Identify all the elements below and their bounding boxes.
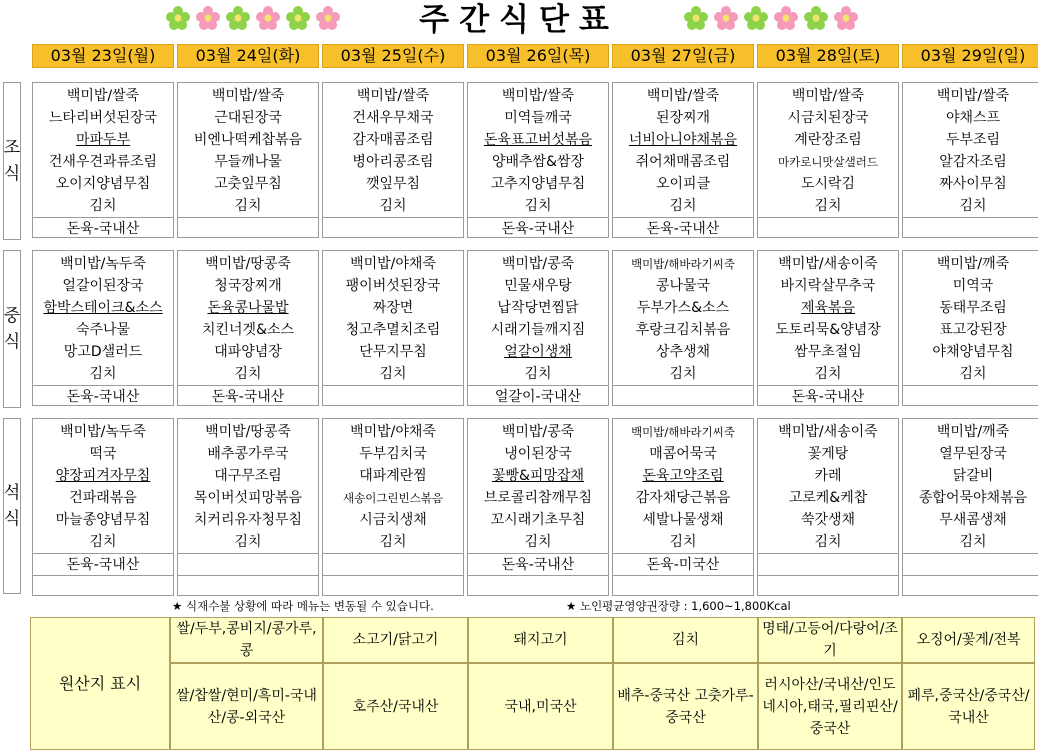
origin-value: 러시아산/국내산/인도네시아,태국,필리핀산/중국산	[758, 663, 902, 750]
origin-value: 배추-중국산 고춧가루-중국산	[613, 663, 758, 750]
menu-item: 꽃게탕	[807, 446, 849, 462]
menu-item: 마늘종양념무침	[55, 512, 151, 528]
flower-icon	[286, 6, 310, 30]
menu-blank-row	[323, 575, 463, 598]
menu-item: 김치	[669, 366, 697, 382]
menu-item: 청고추멸치조림	[345, 322, 441, 338]
menu-item: 쥐어채매콤조림	[635, 154, 731, 170]
menu-item: 비엔나떡케찹볶음	[193, 132, 303, 148]
menu-item: 바지락살무추국	[780, 278, 876, 294]
flower-icon	[196, 6, 220, 30]
menu-item: 대구무조림	[214, 468, 282, 484]
menu-item: 함박스테이크&소스	[43, 300, 163, 316]
menu-origin-note: 돈육-국내산	[758, 385, 898, 408]
menu-item: 김치	[379, 198, 407, 214]
menu-item: 대파계란찜	[359, 468, 427, 484]
meal-label-char: 중	[3, 306, 21, 326]
flower-icon	[714, 6, 738, 30]
menu-item: 병아리콩조림	[352, 154, 434, 170]
menu-item: 숙주나물	[75, 322, 131, 338]
notice-menu-change: ★ 식재수불 상황에 따라 메뉴는 변동될 수 있습니다.	[172, 599, 434, 613]
menu-item: 후랑크김치볶음	[635, 322, 731, 338]
menu-origin-note	[323, 217, 463, 240]
menu-cell-lunch	[177, 250, 319, 406]
origin-category: 명태/고등어/다랑어/조기	[758, 617, 902, 663]
menu-item: 백미밥/땅콩죽	[205, 424, 291, 440]
menu-item: 김치	[814, 198, 842, 214]
menu-item: 백미밥/쌀죽	[936, 88, 1010, 104]
notice-nutrition: ★ 노인평균영양권장량 : 1,600~1,800Kcal	[566, 599, 791, 613]
menu-origin-note	[758, 217, 898, 240]
menu-item: 쑥갓생채	[800, 512, 856, 528]
menu-item: 김치	[814, 366, 842, 382]
menu-item: 오이피클	[655, 176, 711, 192]
menu-cell-lunch	[467, 250, 609, 406]
day-header: 03월 26일(목)	[467, 44, 609, 68]
menu-cell-dinner	[322, 418, 464, 596]
menu-item: 김치	[379, 534, 407, 550]
menu-item: 도토리묵&양념장	[775, 322, 881, 338]
page-title	[0, 0, 1038, 40]
meal-label-dinner	[3, 418, 21, 594]
menu-item: 꼬시래기초무침	[490, 512, 586, 528]
menu-item: 김치	[814, 534, 842, 550]
menu-item: 김치	[89, 198, 117, 214]
menu-item: 백미밥/녹두죽	[60, 256, 146, 272]
day-header: 03월 23일(월)	[32, 44, 174, 68]
origin-category: 쌀/두부,콩비지/콩가루,콩	[170, 617, 323, 663]
menu-blank-row	[33, 575, 173, 598]
menu-item: 김치	[379, 366, 407, 382]
menu-item: 납작당면찜닭	[497, 300, 579, 316]
flower-icon	[804, 6, 828, 30]
menu-cell-breakfast	[32, 82, 174, 238]
menu-item: 세발나물생채	[642, 512, 724, 528]
menu-origin-note	[178, 553, 318, 576]
menu-item: 두부조림	[945, 132, 1001, 148]
flower-icon	[226, 6, 250, 30]
menu-item: 야채양념무침	[932, 344, 1014, 360]
meal-label-char: 석	[3, 483, 21, 503]
menu-cell-dinner	[177, 418, 319, 596]
menu-cell-lunch	[902, 250, 1038, 406]
menu-item: 돈육고약조림	[642, 468, 724, 484]
menu-item: 떡국	[89, 446, 117, 462]
menu-item: 깻잎무침	[365, 176, 421, 192]
menu-item: 된장찌개	[655, 110, 711, 126]
menu-origin-note	[903, 217, 1038, 240]
menu-blank-row	[178, 575, 318, 598]
menu-item: 카레	[814, 468, 842, 484]
menu-origin-note: 돈육-국내산	[33, 217, 173, 240]
menu-item: 김치	[234, 366, 262, 382]
origin-category: 소고기/닭고기	[323, 617, 468, 663]
menu-item: 백미밥/야채죽	[350, 256, 436, 272]
menu-item: 시래기들깨지짐	[490, 322, 586, 338]
menu-blank-row	[903, 575, 1038, 598]
menu-item: 냉이된장국	[504, 446, 572, 462]
menu-item: 고로케&케찹	[788, 490, 868, 506]
meal-label-char: 식	[3, 332, 21, 352]
menu-cell-dinner	[612, 418, 754, 596]
menu-item: 김치	[234, 534, 262, 550]
menu-item: 김치	[524, 198, 552, 214]
menu-item: 열무된장국	[939, 446, 1007, 462]
menu-item: 백미밥/쌀죽	[66, 88, 140, 104]
menu-origin-note	[323, 385, 463, 408]
origin-value: 쌀/찹쌀/현미/흑미-국내산/콩-외국산	[170, 663, 323, 750]
menu-item: 백미밥/콩죽	[501, 256, 575, 272]
menu-item: 마카로니맛살샐러드	[778, 155, 878, 169]
menu-item: 백미밥/콩죽	[501, 424, 575, 440]
menu-item: 김치	[89, 366, 117, 382]
flower-icon	[774, 6, 798, 30]
menu-item: 백미밥/녹두죽	[60, 424, 146, 440]
menu-item: 쌈무초절임	[794, 344, 862, 360]
menu-cell-lunch	[612, 250, 754, 406]
menu-blank-row	[468, 575, 608, 598]
menu-item: 감자채당근볶음	[635, 490, 731, 506]
menu-item: 표고강된장	[939, 322, 1007, 338]
menu-item: 치킨너겟&소스	[201, 322, 295, 338]
menu-cell-dinner	[467, 418, 609, 596]
menu-item: 백미밥/쌀죽	[356, 88, 430, 104]
menu-item: 백미밥/해바라기씨죽	[631, 425, 735, 439]
day-header: 03월 25일(수)	[322, 44, 464, 68]
menu-item: 오이지양념무침	[55, 176, 151, 192]
title-text: 주간식단표	[419, 2, 619, 38]
origin-category: 돼지고기	[468, 617, 613, 663]
menu-item: 망고D샐러드	[63, 344, 143, 360]
menu-cell-breakfast	[322, 82, 464, 238]
menu-item: 백미밥/쌀죽	[501, 88, 575, 104]
flower-icon	[256, 6, 280, 30]
origin-value: 국내,미국산	[468, 663, 613, 750]
menu-cell-lunch	[757, 250, 899, 406]
menu-item: 짜사이무침	[939, 176, 1007, 192]
menu-item: 배추콩가루국	[207, 446, 289, 462]
origin-table-label: 원산지 표시	[30, 617, 170, 750]
menu-origin-note: 돈육-국내산	[468, 217, 608, 240]
menu-item: 김치	[524, 366, 552, 382]
menu-item: 시금치생채	[359, 512, 427, 528]
menu-item: 매콤어묵국	[649, 446, 717, 462]
menu-blank-row	[613, 575, 753, 598]
menu-origin-note: 돈육-국내산	[178, 385, 318, 408]
menu-item: 동태무조림	[939, 300, 1007, 316]
menu-item: 감자매콤조림	[352, 132, 434, 148]
menu-origin-note	[903, 385, 1038, 408]
menu-item: 야채스프	[945, 110, 1001, 126]
menu-item: 백미밥/새송이죽	[778, 424, 878, 440]
day-header: 03월 28일(토)	[757, 44, 899, 68]
origin-value: 페루,중국산/중국산/국내산	[902, 663, 1035, 750]
menu-origin-note: 돈육-국내산	[33, 385, 173, 408]
menu-item: 김치	[959, 366, 987, 382]
menu-item: 느타리버섯된장국	[48, 110, 158, 126]
menu-item: 민물새우탕	[504, 278, 572, 294]
menu-item: 두부가스&소스	[636, 300, 730, 316]
menu-item: 근대된장국	[214, 110, 282, 126]
menu-item: 무들깨나물	[214, 154, 282, 170]
flower-icon	[166, 6, 190, 30]
menu-item: 건새우견과류조림	[48, 154, 158, 170]
origin-category: 김치	[613, 617, 758, 663]
menu-item: 김치	[524, 534, 552, 550]
menu-item: 미역들깨국	[504, 110, 572, 126]
menu-item: 콩나물국	[655, 278, 711, 294]
flower-icon	[316, 6, 340, 30]
menu-cell-breakfast	[902, 82, 1038, 238]
meal-label-breakfast	[3, 82, 21, 240]
menu-item: 시금치된장국	[787, 110, 869, 126]
menu-item: 얼갈이된장국	[62, 278, 144, 294]
menu-cell-dinner	[32, 418, 174, 596]
menu-item: 새송이그린빈스볶음	[343, 491, 443, 505]
menu-cell-dinner	[757, 418, 899, 596]
meal-label-char: 식	[3, 509, 21, 529]
menu-cell-breakfast	[467, 82, 609, 238]
menu-origin-note: 돈육-국내산	[468, 553, 608, 576]
menu-blank-row	[758, 575, 898, 598]
day-header: 03월 29일(일)	[902, 44, 1038, 68]
menu-cell-lunch	[32, 250, 174, 406]
menu-item: 얼갈이생채	[504, 344, 572, 360]
menu-item: 닭갈비	[952, 468, 994, 484]
menu-origin-note	[613, 385, 753, 408]
menu-origin-note: 돈육-국내산	[33, 553, 173, 576]
menu-item: 두부김치국	[359, 446, 427, 462]
meal-label-lunch	[3, 250, 21, 408]
menu-item: 무새콤생채	[939, 512, 1007, 528]
menu-item: 청국장찌개	[214, 278, 282, 294]
menu-item: 백미밥/쌀죽	[791, 88, 865, 104]
menu-item: 팽이버섯된장국	[345, 278, 441, 294]
menu-item: 계란장조림	[794, 132, 862, 148]
menu-item: 양장피겨자무침	[55, 468, 151, 484]
menu-item: 백미밥/땅콩죽	[205, 256, 291, 272]
flower-icon	[744, 6, 768, 30]
menu-item: 브로콜리참깨무침	[483, 490, 593, 506]
menu-origin-note: 얼갈이-국내산	[468, 385, 608, 408]
menu-item: 백미밥/쌀죽	[211, 88, 285, 104]
menu-origin-note	[323, 553, 463, 576]
menu-item: 도시락김	[800, 176, 856, 192]
menu-cell-dinner	[902, 418, 1038, 596]
menu-item: 김치	[669, 534, 697, 550]
menu-item: 백미밥/깨죽	[936, 424, 1010, 440]
menu-item: 목이버섯피망볶음	[193, 490, 303, 506]
menu-item: 백미밥/깨죽	[936, 256, 1010, 272]
menu-item: 알감자조림	[939, 154, 1007, 170]
menu-origin-note	[758, 553, 898, 576]
flower-icon	[834, 6, 858, 30]
menu-item: 종합어묵야채볶음	[918, 490, 1028, 506]
menu-cell-breakfast	[757, 82, 899, 238]
menu-item: 꽃빵&피망잡채	[491, 468, 585, 484]
menu-item: 고추지양념무침	[490, 176, 586, 192]
menu-item: 단무지무침	[359, 344, 427, 360]
menu-item: 백미밥/새송이죽	[778, 256, 878, 272]
menu-item: 김치	[959, 534, 987, 550]
day-header: 03월 24일(화)	[177, 44, 319, 68]
origin-value: 호주산/국내산	[323, 663, 468, 750]
meal-label-char: 식	[3, 164, 21, 184]
menu-cell-lunch	[322, 250, 464, 406]
menu-item: 돈육콩나물밥	[207, 300, 289, 316]
menu-item: 제육볶음	[800, 300, 856, 316]
menu-item: 너비아니야채볶음	[628, 132, 738, 148]
menu-item: 대파양념장	[214, 344, 282, 360]
origin-category: 오징어/꽃게/전복	[902, 617, 1035, 663]
menu-cell-breakfast	[177, 82, 319, 238]
menu-item: 백미밥/해바라기씨죽	[631, 257, 735, 271]
menu-origin-note	[903, 553, 1038, 576]
menu-item: 마파두부	[75, 132, 131, 148]
origin-table	[30, 617, 1035, 750]
menu-origin-note: 돈육-미국산	[613, 553, 753, 576]
menu-item: 양배추쌈&쌈장	[491, 154, 585, 170]
day-header: 03월 27일(금)	[612, 44, 754, 68]
menu-item: 김치	[669, 198, 697, 214]
menu-item: 미역국	[952, 278, 994, 294]
menu-item: 김치	[959, 198, 987, 214]
menu-item: 김치	[234, 198, 262, 214]
menu-item: 백미밥/쌀죽	[646, 88, 720, 104]
meal-label-char: 조	[3, 138, 21, 158]
menu-item: 치커리유자청무침	[193, 512, 303, 528]
menu-item: 김치	[89, 534, 117, 550]
menu-item: 백미밥/야채죽	[350, 424, 436, 440]
menu-item: 건새우무채국	[352, 110, 434, 126]
menu-item: 상추생채	[655, 344, 711, 360]
menu-origin-note: 돈육-국내산	[613, 217, 753, 240]
menu-item: 건파래볶음	[69, 490, 137, 506]
menu-item: 짜장면	[372, 300, 414, 316]
menu-cell-breakfast	[612, 82, 754, 238]
flower-icon	[684, 6, 708, 30]
menu-item: 돈육표고버섯볶음	[483, 132, 593, 148]
menu-item: 고춧잎무침	[214, 176, 282, 192]
menu-origin-note	[178, 217, 318, 240]
